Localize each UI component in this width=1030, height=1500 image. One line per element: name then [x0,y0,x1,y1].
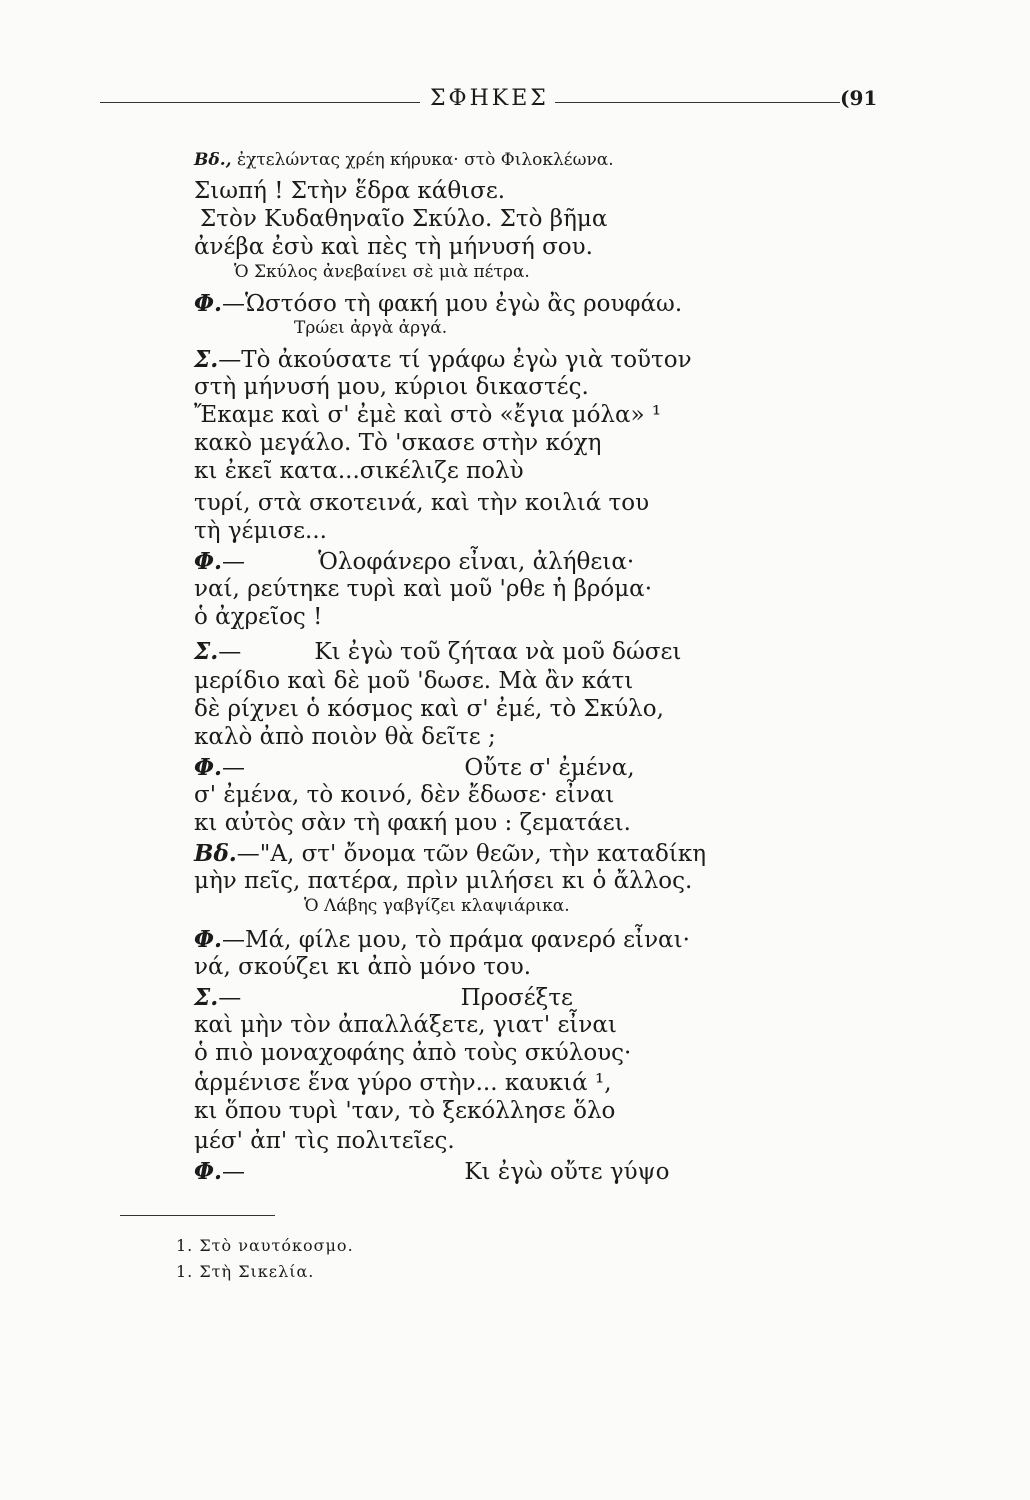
line-text: κι ἐκεῖ κατα...σικέλιζε πολὺ [194,458,524,484]
running-header [100,80,880,114]
text-line [194,668,633,694]
text-line [194,518,327,544]
line-text: τὴ γέμισε... [194,518,327,544]
line-text: — Προσέξτε [218,985,573,1011]
text-line [194,1040,631,1066]
line-text: ναί, ρεύτηκε τυρὶ καὶ μοῦ 'ρθε ἡ βρόμα· [194,576,653,602]
text-line [194,458,524,484]
footnote-2: 1. Στὴ Σικελία. [176,1262,315,1281]
text-line [194,604,322,630]
line-text: —Ὡστόσο τὴ φακή μου ἐγὼ ἂς ρουφάω. [222,291,683,317]
line-text: — Κι ἐγὼ οὔτε γύψο [222,1159,670,1185]
line-text: — Ὁλοφάνερο εἶναι, ἀλήθεια· [222,549,635,575]
line-text: ὁ ἀχρεῖος ! [194,604,323,630]
line-text: μὴν πεῖς, πατέρα, πρὶν μιλήσει κι ὁ ἄλλος. [194,868,693,894]
text-line [194,1070,612,1096]
line-text: ἁρμένισε ἕνα γύρο στὴν... καυκιά ¹, [194,1070,612,1096]
header-rule-right [555,102,840,103]
text-line [194,490,649,516]
page-number: (91 [840,86,878,110]
speaker-label: Φ. [194,1158,223,1185]
line-text: Ἔκαμε καὶ σ' ἐμὲ καὶ στὸ «ἔγια μόλα» ¹ [194,402,662,428]
text-line [194,430,601,456]
text-line [194,150,614,170]
speaker-label: Φ. [194,548,223,575]
text-line [194,840,706,867]
text-line [194,782,614,808]
text-line [194,638,681,665]
text-line [194,1098,615,1124]
header-rule-left [100,102,420,103]
text-line [194,926,690,953]
line-text: — Κι ἐγὼ τοῦ ζήταα νὰ μοῦ δώσει [218,639,682,665]
text-line [194,724,496,750]
line-text: δὲ ρίχνει ὁ κόσμος καὶ σ' ἐμέ, τὸ Σκύλο, [194,696,664,722]
line-text: ἐχτελώντας χρέη κήρυκα· στὸ Φιλοκλέωνα. [231,150,614,170]
text-line [194,696,664,722]
line-text: μερίδιο καὶ δὲ μοῦ 'δωσε. Μὰ ἂν κάτι [194,668,634,694]
text-line [304,896,570,916]
text-line [194,178,505,204]
footnote-1: 1. Στὸ ναυτόκοσμο. [176,1236,354,1255]
text-line [200,206,607,232]
text-line [194,374,589,400]
line-text: Τρώει ἀργὰ ἀργά. [294,318,448,338]
text-line [194,290,682,317]
line-text: στὴ μήνυσή μου, κύριοι δικαστές. [194,374,589,400]
line-text: κακὸ μεγάλο. Τὸ 'σκασε στὴν κόχη [194,430,602,456]
speaker-label: Σ. [194,984,219,1011]
line-text: —Τὸ ἀκούσατε τί γράφω ἐγὼ γιὰ τοῦτον [218,347,692,373]
text-line [194,954,531,980]
text-line [294,318,447,338]
line-text: κι αὐτὸς σὰν τὴ φακή μου : ζεματάει. [194,810,631,836]
line-text: —Μά, φίλε μου, τὸ πράμα φανερό εἶναι· [222,927,690,953]
text-line [194,984,573,1011]
text-line [194,754,635,781]
line-text: κι ὅπου τυρὶ 'ταν, τὸ ξεκόλλησε ὅλο [194,1098,616,1124]
line-text: τυρί, στὰ σκοτεινά, καὶ τὴν κοιλιά του [194,490,650,516]
speaker-label: Φ. [194,926,223,953]
text-line [194,810,631,836]
line-text: Ὁ Λάβης γαβγίζει κλαψιάρικα. [304,896,570,916]
speaker-label: Βδ., [194,150,232,170]
text-line [194,402,661,428]
text-line [194,1012,617,1038]
speaker-label: Φ. [194,754,223,781]
speaker-label: Σ. [194,346,219,373]
text-line [194,346,692,373]
line-text: μέσ' ἀπ' τὶς πολιτεῖες. [194,1128,455,1154]
line-text: ὁ πιὸ μοναχοφάης ἀπὸ τοὺς σκύλους· [194,1040,632,1066]
text-line [194,548,634,575]
line-text: νά, σκούζει κι ἀπὸ μόνο του. [194,954,532,980]
text-line [194,234,593,260]
text-line [194,868,692,894]
speaker-label: Φ. [194,290,223,317]
line-text: ἀνέβα ἐσὺ καὶ πὲς τὴ μήνυσή σου. [194,234,593,260]
text-line [194,1158,669,1185]
text-line [234,262,530,282]
line-text: σ' ἐμένα, τὸ κοινό, δὲν ἔδωσε· εἶναι [194,782,615,808]
line-text: — Οὔτε σ' ἐμένα, [222,755,635,781]
speaker-label: Βδ. [194,840,237,867]
line-text: Στὸν Κυδαθηναῖο Σκύλο. Στὸ βῆμα [200,206,608,232]
line-text: —"Α, στ' ὄνομα τῶν θεῶν, τὴν καταδίκη [236,841,707,867]
line-text: Σιωπή ! Στὴν ἕδρα κάθισε. [194,178,506,204]
line-text: Ὁ Σκύλος ἀνεβαίνει σὲ μιὰ πέτρα. [234,262,530,282]
footnote-rule [120,1215,275,1216]
line-text: καὶ μὴν τὸν ἀπαλλάξετε, γιατ' εἶναι [194,1012,617,1038]
text-line [194,576,652,602]
text-line [194,1128,455,1154]
speaker-label: Σ. [194,638,219,665]
running-title: ΣΦΗΚΕΣ [430,86,549,111]
line-text: καλὸ ἀπὸ ποιὸν θὰ δεῖτε ; [194,724,496,750]
